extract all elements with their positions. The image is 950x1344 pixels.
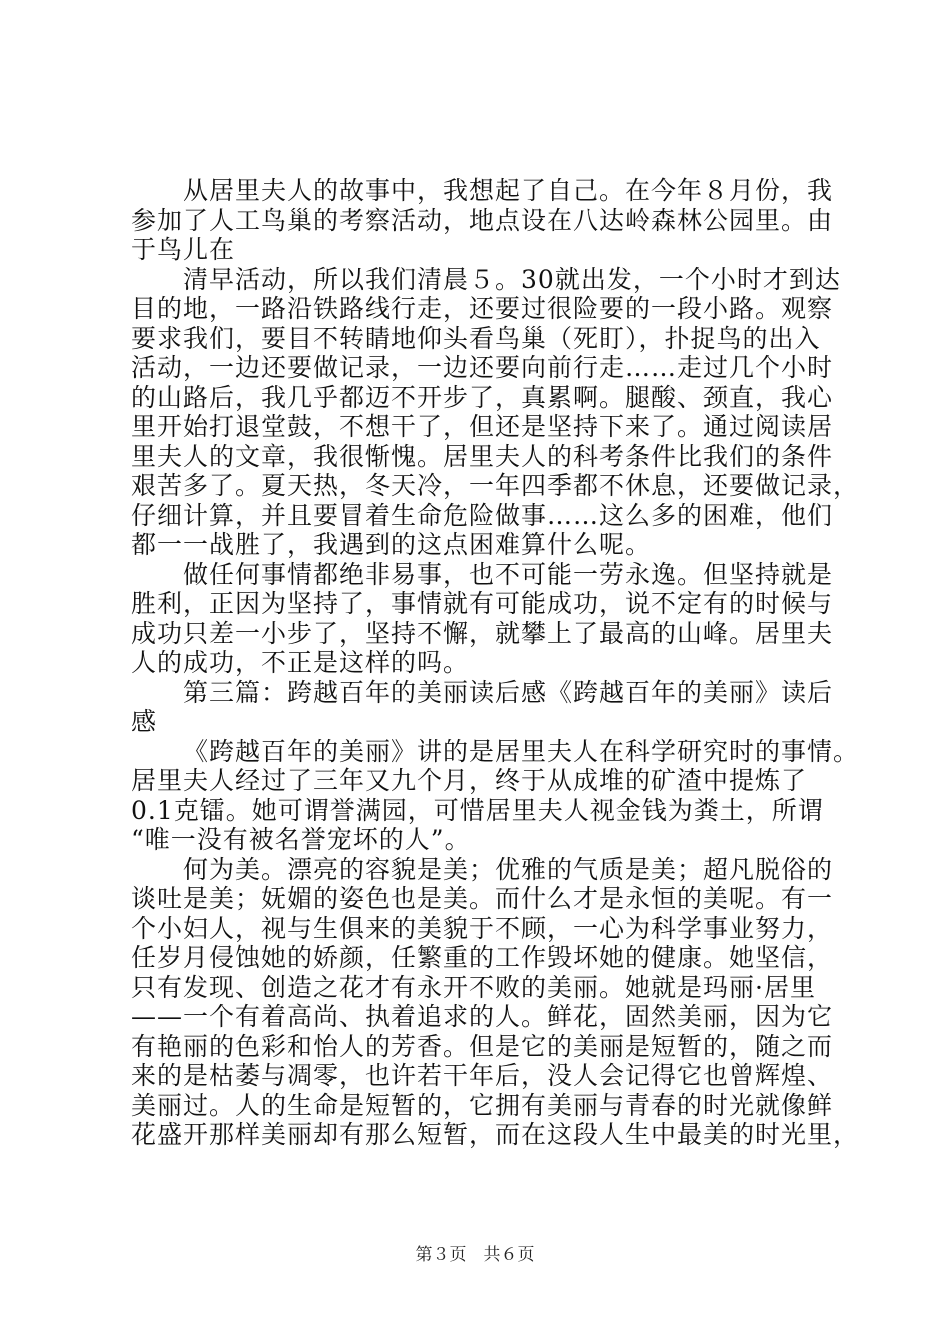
text-line: 做任何事情都绝非易事，也不可能一劳永逸。但坚持就是 <box>183 559 834 589</box>
paragraph <box>131 264 860 560</box>
text-line: 要求我们，要目不转睛地仰头看鸟巢（死盯），扑捉鸟的出入 <box>131 323 821 353</box>
text-line: 参加了人工鸟巢的考察活动，地点设在八达岭森林公园里。由 <box>131 205 834 235</box>
paragraph <box>131 736 860 855</box>
paragraph <box>131 176 843 265</box>
text-line: 花盛开那样美丽却有那么短暂，而在这段人生中最美的时光里， <box>131 1120 860 1149</box>
text-line: 何为美。漂亮的容貌是美；优雅的气质是美；超凡脱俗的 <box>183 854 834 884</box>
text-line: 仔细计算，并且要冒着生命危险做事……这么多的困难，他们 <box>131 500 834 530</box>
text-line: 人的成功，不正是这样的吗。 <box>131 648 470 677</box>
text-line: 0.1克镭。她可谓誉满园，可惜居里夫人视金钱为粪土，所谓 <box>131 795 824 825</box>
text-line: 的山路后，我几乎都迈不开步了，真累啊。腿酸、颈直，我心 <box>131 382 834 412</box>
text-line: 从居里夫人的故事中，我想起了自己。在今年８月份，我 <box>183 176 834 205</box>
text-line: 美丽过。人的生命是短暂的，它拥有美丽与青春的时光就像鲜 <box>131 1090 834 1120</box>
text-line: 目的地，一路沿铁路线行走，还要过很险要的一段小路。观察 <box>131 294 834 323</box>
text-line: 里夫人的文章，我很惭愧。居里夫人的科考条件比我们的条件 <box>131 441 834 471</box>
paragraph <box>131 854 860 1150</box>
text-line: 有艳丽的色彩和怡人的芳香。但是它的美丽是短暂的，随之而 <box>131 1031 834 1061</box>
text-line: 任岁月侵蚀她的娇颜，任繁重的工作毁坏她的健康。她坚信， <box>131 943 834 972</box>
paragraph <box>131 560 843 678</box>
text-line: 来的是枯萎与凋零，也许若干年后，没人会记得它也曾辉煌、 <box>131 1061 834 1090</box>
text-line: 感 <box>131 707 158 736</box>
text-line: 艰苦多了。夏天热，冬天冷，一年四季都不休息，还要做记录， <box>131 471 860 500</box>
paragraph <box>131 678 843 737</box>
text-line: 居里夫人经过了三年又九个月，终于从成堆的矿渣中提炼了 <box>131 766 808 795</box>
text-line: 《跨越百年的美丽》讲的是居里夫人在科学研究时的事情。 <box>183 736 860 766</box>
text-line: 胜利，正因为坚持了，事情就有可能成功，说不定有的时候与 <box>131 589 834 618</box>
text-line: 于鸟儿在 <box>131 235 236 264</box>
text-line: 成功只差一小步了，坚持不懈，就攀上了最高的山峰。居里夫 <box>131 618 834 648</box>
text-line: 第三篇：跨越百年的美丽读后感《跨越百年的美丽》读后 <box>183 677 834 707</box>
text-line: “唯一没有被名誉宠坏的人”。 <box>131 825 471 854</box>
text-line: 只有发现、创造之花才有永开不败的美丽。她就是玛丽·居里 <box>131 972 816 1002</box>
text-line: 谈吐是美；妩媚的姿色也是美。而什么才是永恒的美呢。有一 <box>131 884 834 913</box>
text-line: 里开始打退堂鼓，不想干了，但还是坚持下来了。通过阅读居 <box>131 412 834 441</box>
text-line: 个小妇人，视与生俱来的美貌于不顾，一心为科学事业努力， <box>131 913 834 943</box>
text-line: 活动，一边还要做记录，一边还要向前行走……走过几个小时 <box>131 353 834 382</box>
text-line: 都一一战胜了，我遇到的这点困难算什么呢。 <box>131 530 652 559</box>
page-number-footer: 第３页 共６页 <box>415 1245 535 1265</box>
text-line: ——一个有着高尚、执着追求的人。鲜花，固然美丽，因为它 <box>131 1002 834 1031</box>
text-line: 清早活动，所以我们清晨５。30就出发，一个小时才到达 <box>183 264 841 294</box>
document-body <box>131 176 860 1150</box>
